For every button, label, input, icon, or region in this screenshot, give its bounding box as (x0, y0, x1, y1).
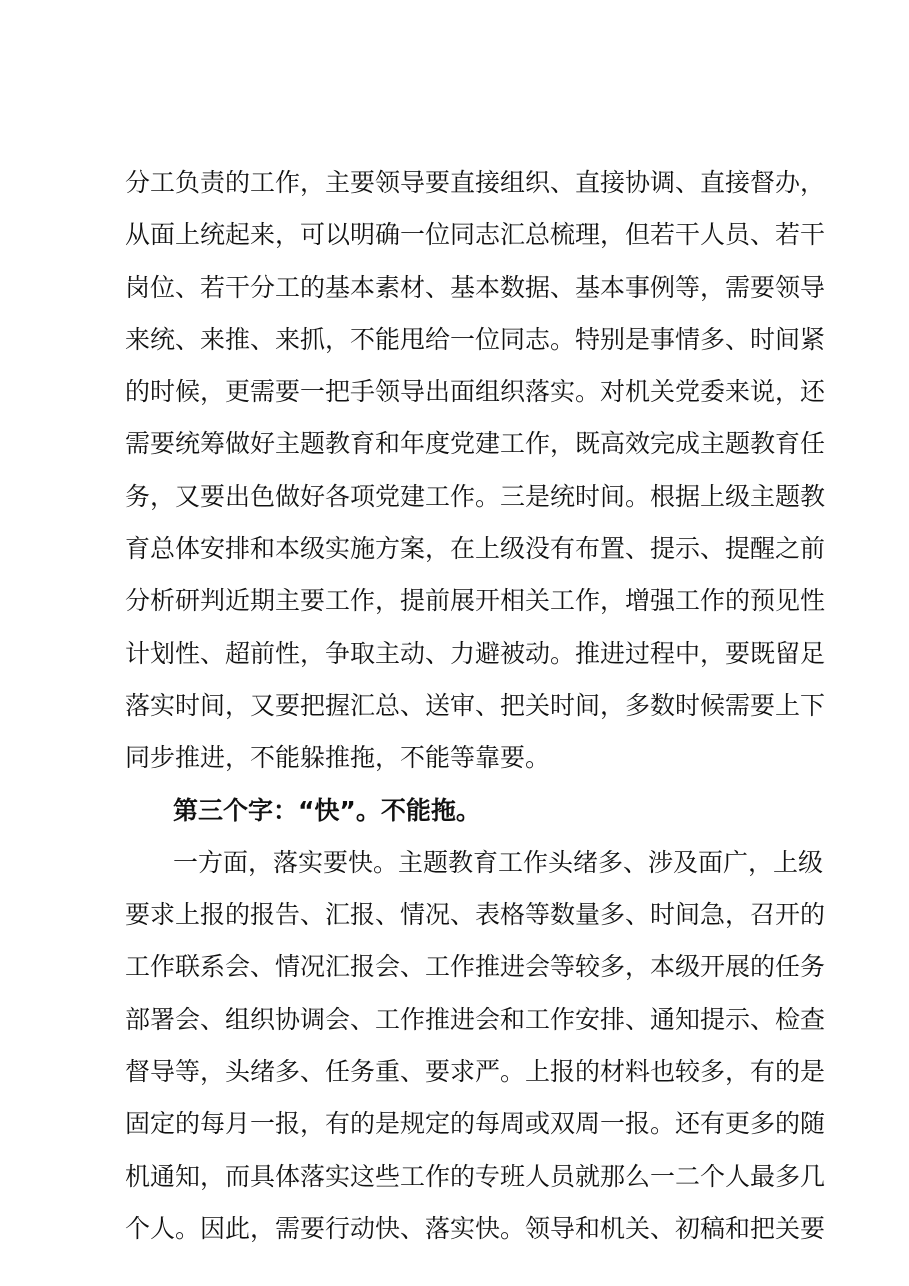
text-line: 来统、来推、来抓，不能甩给一位同志。特别是事情多、时间紧 (125, 324, 826, 354)
text-line: 一方面，落实要快。主题教育工作头绪多、涉及面广，上级 (173, 847, 824, 877)
text-line: 落实时间，又要把握汇总、送审、把关时间，多数时候需要上下 (125, 690, 826, 720)
text-line: 岗位、若干分工的基本素材、基本数据、基本事例等，需要领导 (125, 272, 826, 302)
section-heading: 第三个字：“快”。不能拖。 (173, 795, 481, 825)
text-line: 计划性、超前性，争取主动、力避被动。推进过程中，要既留足 (125, 638, 826, 668)
text-line: 机通知，而具体落实这些工作的专班人员就那么一二个人最多几 (125, 1161, 826, 1191)
text-line: 督导等，头绪多、任务重、要求严。上报的材料也较多，有的是 (125, 1057, 826, 1087)
text-line: 分析研判近期主要工作，提前展开相关工作，增强工作的预见性 (125, 586, 826, 616)
text-line: 固定的每月一报，有的是规定的每周或双周一报。还有更多的随 (125, 1109, 826, 1139)
text-line: 同步推进，不能躲推拖，不能等靠要。 (125, 743, 551, 773)
paragraph-continued (125, 157, 826, 785)
text-line: 需要统筹做好主题教育和年度党建工作，既高效完成主题教育任 (125, 429, 826, 459)
text-line: 从面上统起来，可以明确一位同志汇总梳理，但若干人员、若干 (125, 220, 826, 250)
text-line: 务，又要出色做好各项党建工作。三是统时间。根据上级主题教 (125, 481, 826, 511)
text-line: 分工负责的工作，主要领导要直接组织、直接协调、直接督办， (125, 168, 826, 197)
text-line: 个人。因此，需要行动快、落实快。领导和机关、初稿和把关要 (125, 1213, 826, 1243)
text-line: 育总体安排和本级实施方案，在上级没有布置、提示、提醒之前 (125, 534, 826, 564)
text-line: 要求上报的报告、汇报、情况、表格等数量多、时间急，召开的 (125, 900, 826, 930)
paragraph-speed (125, 837, 826, 1255)
text-line: 的时候，更需要一把手领导出面组织落实。对机关党委来说，还 (125, 377, 826, 407)
document-body (125, 157, 826, 1255)
text-line: 部署会、组织协调会、工作推进会和工作安排、通知提示、检查 (125, 1004, 826, 1034)
text-line: 工作联系会、情况汇报会、工作推进会等较多，本级开展的任务 (125, 952, 826, 982)
